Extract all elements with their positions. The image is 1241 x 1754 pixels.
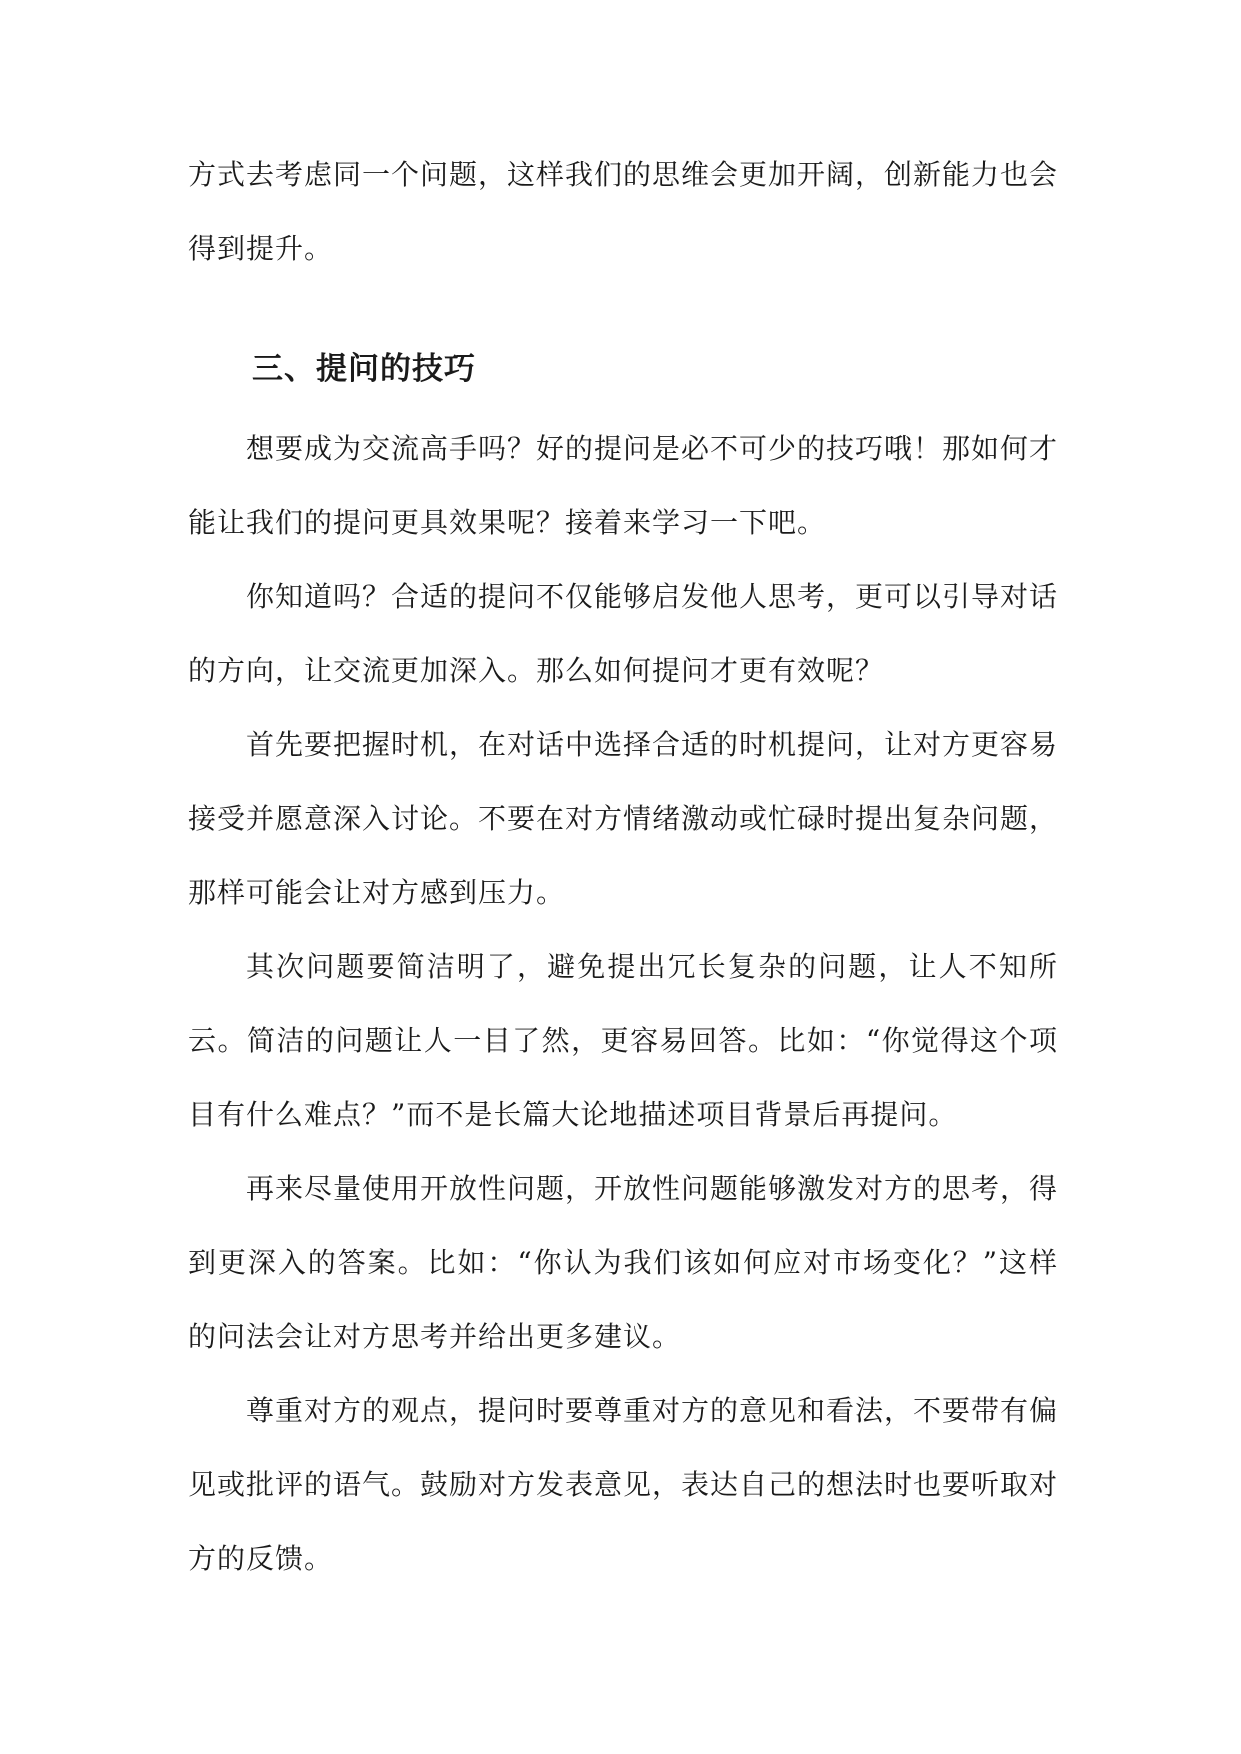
section-title: 三、提问的技巧 bbox=[252, 351, 476, 387]
paragraph-timing: 首先要把握时机，在对话中选择合适的时机提问，让对方更容易接受并愿意深入讨论。不要在对方情绪激动或忙碌时提出复杂问题，那样可能会让对方感到压力。 bbox=[188, 728, 1059, 909]
paragraph-open-questions: 再来尽量使用开放性问题，开放性问题能够激发对方的思考，得到更深入的答案。比如：“你认为我们该如何应对市场变化？”这样的问法会让对方思考并给出更多建议。 bbox=[188, 1172, 1059, 1353]
paragraph-concise: 其次问题要简洁明了，避免提出冗长复杂的问题，让人不知所云。简洁的问题让人一目了然，更容易回答。比如：“你觉得这个项目有什么难点？”而不是长篇大论地描述项目背景后再提问。 bbox=[188, 950, 1058, 1131]
paragraph-respect: 尊重对方的观点，提问时要尊重对方的意见和看法，不要带有偏见或批评的语气。鼓励对方发表意见，表达自己的想法时也要听取对方的反馈。 bbox=[188, 1394, 1059, 1575]
paragraph-intro: 想要成为交流高手吗？好的提问是必不可少的技巧哦！那如何才能让我们的提问更具效果呢？接着来学习一下吧。 bbox=[188, 432, 1059, 539]
paragraph-purpose: 你知道吗？合适的提问不仅能够启发他人思考，更可以引导对话的方向，让交流更加深入。那么如何提问才更有效呢？ bbox=[188, 580, 1059, 687]
continuation-paragraph: 方式去考虑同一个问题，这样我们的思维会更加开阔，创新能力也会得到提升。 bbox=[188, 158, 1059, 265]
document-body bbox=[188, 138, 1058, 1596]
